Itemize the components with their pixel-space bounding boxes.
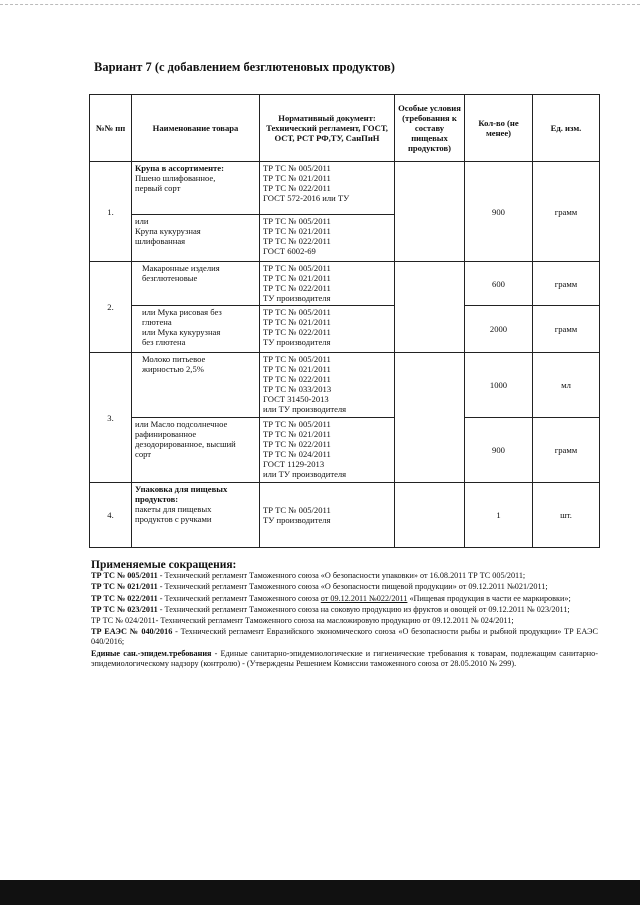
doc-line: ТР ТС № 022/2011 [263,183,331,193]
col-qty: Кол-во (не менее) [465,95,533,162]
page-title: Вариант 7 (с добавлением безглютеновых продуктов) [94,60,395,74]
product-docs-alt [260,306,395,353]
product-name [132,483,260,548]
doc-line: ГОСТ 31450-2013 [263,394,329,404]
conditions-cell [395,483,465,548]
doc-line: ТР ТС № 022/2011 [263,283,331,293]
product-docs [260,162,395,215]
abbreviation-item [91,582,598,592]
product-line: безглютеновые [142,273,198,283]
product-line: дезодорированное, высший [135,439,236,449]
abbreviation-code: ТР ТС № 005/2011 [91,571,158,581]
product-line: сорт [135,449,152,459]
product-line: Молоко питьевое [142,354,206,364]
doc-line: ТР ТС № 021/2011 [263,364,331,374]
abbreviation-text: - Единые санитарно-эпидемиологические и гигиенические требования к товарам, подлежащим санитарно-эпидемиологическому надзору (контролю) - (Утверждены Решением Комиссии таможенного союза от 28.05.2010 № 299). [91,648,599,668]
scan-bottom-bar [0,880,640,905]
product-docs [260,353,395,418]
product-heading: Крупа в ассортименте: [135,163,224,173]
abbreviation-code: Единые сан.-эпидем.требования [91,648,212,658]
abbreviation-code: ТР ТС № 021/2011 [91,582,158,592]
doc-line: ТР ТС № 005/2011 [263,263,331,273]
product-line: Пшено шлифованное, [135,173,216,183]
row-number: 1. [90,162,132,262]
col-name: Наименование товара [132,95,260,162]
abbreviation-item [91,616,598,626]
qty-cell: 2000 [465,306,533,353]
doc-line: ТР ТС № 022/2011 [263,236,331,246]
unit-cell: шт. [533,483,600,548]
product-line: первый сорт [135,183,181,193]
doc-line: ГОСТ 572-2016 или ТУ [263,193,350,203]
abbreviation-text: - Технический регламент Таможенного союза «О безопасности пищевой продукции» от 09.12.2011 №021/2011; [157,582,548,592]
conditions-cell [395,353,465,483]
doc-line: ТУ производителя [263,293,331,303]
abbreviation-date: от 09.12.2011 №022/2011 [320,593,408,603]
conditions-cell [395,262,465,353]
table-row [90,306,600,353]
doc-line: ТР ТС № 021/2011 [263,173,331,183]
abbreviation-code: ТР ТС № 024/2011 [91,616,156,626]
doc-line: ТР ТС № 021/2011 [263,317,331,327]
col-unit: Ед. изм. [533,95,600,162]
table-row [90,262,600,306]
abbreviation-code: ТР ТС № 022/2011 [91,593,158,603]
table-row [90,418,600,483]
product-docs [260,483,395,548]
col-num: №№ пп [90,95,132,162]
abbreviation-item [91,571,598,581]
unit-cell: грамм [533,306,600,353]
doc-line: ГОСТ 1129-2013 [263,459,325,469]
doc-line: ТР ТС № 024/2011 [263,449,331,459]
abbreviation-text: - Технический регламент Таможенного союза на соковую продукцию из фруктов и овощей от 09.12.2011 № 023/2011; [157,604,570,614]
product-name [132,162,260,215]
doc-line: или ТУ производителя [263,469,347,479]
doc-line: ТР ТС № 005/2011 [263,163,331,173]
col-conditions: Особые условия (требования к составу пищевых продуктов) [395,95,465,162]
unit-cell: грамм [533,162,600,262]
product-heading: Упаковка для пищевых [135,484,228,494]
qty-cell: 600 [465,262,533,306]
abbreviation-code: ТР ЕАЭС № 040/2016 [91,627,173,637]
doc-line: ТР ТС № 021/2011 [263,273,331,283]
abbreviations-section [91,560,598,670]
unit-cell: грамм [533,418,600,483]
table-row [90,483,600,548]
product-line: жирностью 2,5% [142,364,204,374]
product-line: рафинированное [135,429,197,439]
abbreviation-item [91,649,598,669]
product-name-alt [132,306,260,353]
product-heading: продуктов: [135,494,179,504]
product-line: Крупа кукурузная [135,226,201,236]
product-docs [260,262,395,306]
doc-line: ТР ТС № 005/2011 [263,216,331,226]
product-name-alt [132,418,260,483]
product-line: без глютена [142,337,186,347]
row-number: 4. [90,483,132,548]
product-line: или Мука рисовая без [142,307,222,317]
product-docs-alt [260,418,395,483]
abbreviations-heading: Применяемые сокращения: [91,559,237,571]
abbreviation-code: ТР ТС № 023/2011 [91,604,158,614]
abbreviation-item [91,627,598,647]
product-line: шлифованная [135,236,186,246]
doc-line: или ТУ производителя [263,404,347,414]
product-name [132,353,260,418]
table-row [90,353,600,418]
product-line: Макаронные изделия [142,263,220,273]
qty-cell: 900 [465,162,533,262]
abbreviation-text: - Технический регламент Таможенного союза на масложировую продукцию от 09.12.2011 № 024/2011; [155,616,514,626]
doc-line: ГОСТ 6002-69 [263,246,316,256]
doc-line: ТР ТС № 021/2011 [263,429,331,439]
abbreviation-text: - Технический регламент Евразийского экономического союза «О безопасности рыбы и рыбной продукции» ТР ЕАЭС 040/2016; [91,627,598,647]
row-number: 3. [90,353,132,483]
abbreviation-text: - Технический регламент Таможенного союза [157,593,321,603]
col-docs: Нормативный документ: Технический регламент, ГОСТ, ОСТ, РСТ РФ,ТУ, СанПиН [260,95,395,162]
product-docs-alt [260,215,395,262]
product-line: глютена [142,317,172,327]
doc-line: ТР ТС № 021/2011 [263,226,331,236]
abbreviation-item [91,594,598,604]
doc-line: ТР ТС № 005/2011 [263,307,331,317]
table-header [90,95,600,162]
conditions-cell [395,162,465,262]
qty-cell: 900 [465,418,533,483]
doc-line: ТР ТС № 005/2011 [263,419,331,429]
doc-line: ТР ТС № 005/2011 [263,505,331,515]
doc-line: ТР ТС № 022/2011 [263,439,331,449]
unit-cell: грамм [533,262,600,306]
doc-line: ТР ТС № 022/2011 [263,327,331,337]
product-line: пакеты для пищевых [135,504,212,514]
product-name [132,262,260,306]
doc-line: ТР ТС № 033/2013 [263,384,332,394]
product-line: или [135,216,149,226]
doc-line: ТР ТС № 022/2011 [263,374,331,384]
doc-line: ТР ТС № 005/2011 [263,354,331,364]
table-row [90,162,600,215]
products-table [89,94,600,548]
doc-line: ТУ производителя [263,337,331,347]
abbreviation-text: «Пищевая продукция в части ее маркировки»; [407,593,571,603]
product-line: или Мука кукурузная [142,327,221,337]
scan-top-line [0,4,640,5]
row-number: 2. [90,262,132,353]
product-name-alt [132,215,260,262]
abbreviation-item [91,605,598,615]
unit-cell: мл [533,353,600,418]
qty-cell: 1000 [465,353,533,418]
doc-line: ТУ производителя [263,515,331,525]
qty-cell: 1 [465,483,533,548]
product-line: или Масло подсолнечное [135,419,228,429]
abbreviation-text: - Технический регламент Таможенного союза «О безопасности упаковки» от 16.08.2011 ТР ТС 005/2011; [157,571,526,581]
product-line: продуктов с ручками [135,514,212,524]
